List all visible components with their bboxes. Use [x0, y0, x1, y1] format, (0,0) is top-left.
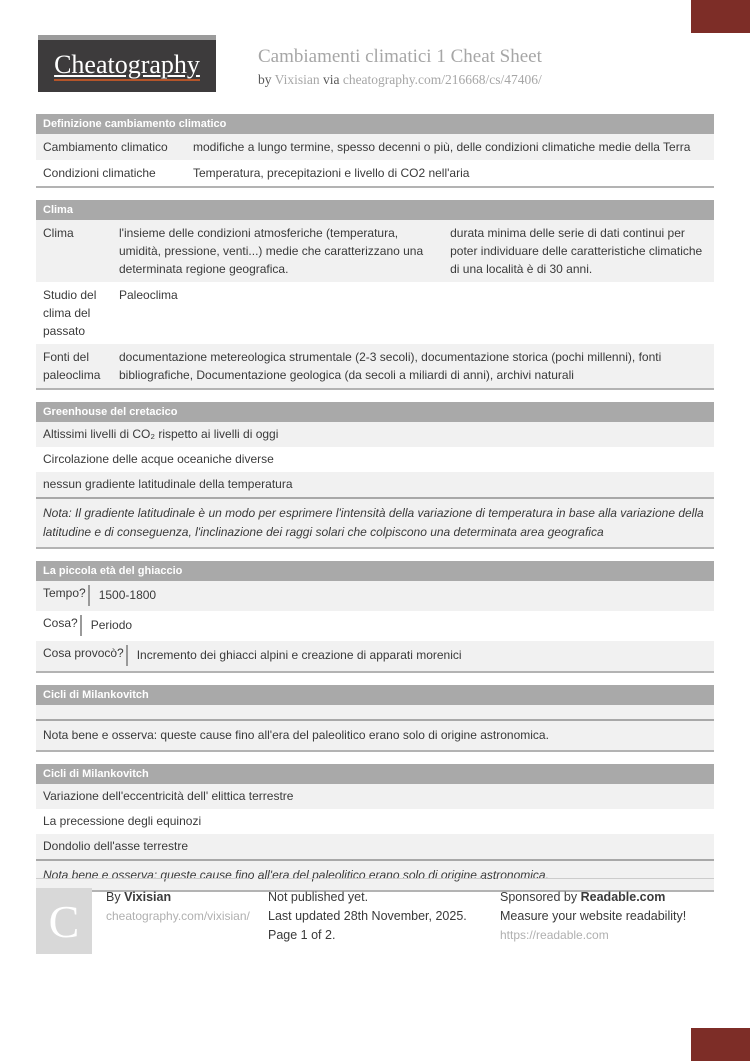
answer: Periodo	[80, 615, 132, 636]
publish-status: Not published yet.	[268, 890, 369, 904]
row-value: Temperatura, precepitazioni e livello di CO2 nell'aria	[193, 166, 470, 180]
avatar-letter: C	[48, 895, 80, 947]
profile-url-link[interactable]: cheatography.com/vixisian/	[106, 909, 250, 923]
cheatography-logo[interactable]	[38, 35, 216, 92]
content-column	[36, 114, 714, 904]
via-label: via	[322, 71, 340, 87]
section-header: Definizione cambiamento climatico	[36, 114, 714, 134]
row-label: Studio del clima del passato	[43, 288, 97, 338]
section-note: Nota bene e osserva: queste cause fino all'era del paleolitico erano solo di origine astronomica.	[36, 859, 714, 890]
section-definizione	[36, 114, 714, 188]
qa-row	[36, 581, 714, 611]
qa-row	[36, 641, 714, 671]
list-item: La precessione degli equinozi	[43, 814, 202, 828]
section-piccola-eta	[36, 561, 714, 673]
footer-by-line	[106, 888, 250, 907]
page-corner-tab-bottom	[691, 1028, 750, 1061]
page-corner-tab-top	[691, 0, 750, 33]
table-row	[36, 160, 714, 186]
sponsor-name: Readable.com	[580, 890, 666, 904]
answer: 1500-1800	[88, 585, 156, 606]
section-header: Clima	[36, 200, 714, 220]
list-item: Circolazione delle acque oceaniche diverse	[43, 452, 274, 466]
page-number: Page 1 of 2.	[268, 928, 336, 942]
author-link[interactable]: Vixisian	[274, 71, 320, 87]
list-item: nessun gradiente latitudinale della temperatura	[36, 472, 714, 497]
avatar[interactable]	[36, 888, 92, 954]
list-item: Variazione dell'eccentricità dell' elittica terrestre	[36, 784, 714, 809]
table-row	[36, 344, 714, 388]
section-header: La piccola età del ghiaccio	[36, 561, 714, 581]
section-clima	[36, 200, 714, 390]
row-value: Paleoclima	[119, 288, 178, 302]
question: Tempo?	[43, 586, 86, 600]
row-value-col2: durata minima delle serie di dati continui per poter individuare delle caratteristiche climatiche di una località è di 30 anni.	[450, 226, 703, 276]
section-header: Cicli di Milankovitch	[36, 685, 714, 705]
section-greenhouse	[36, 402, 714, 549]
sponsor-url-link[interactable]: https://readable.com	[500, 928, 609, 942]
row-value-col1: l'insieme delle condizioni atmosferiche (temperatura, umidità, pressione, venti...) medie che caratterizzano una determinata regione geografica.	[119, 226, 424, 276]
empty-row	[36, 705, 714, 719]
footer-by-label: By	[106, 890, 121, 904]
section-milankovitch-2	[36, 764, 714, 892]
table-row	[36, 134, 714, 160]
footer	[36, 878, 714, 954]
footer-author-name: Vixisian	[124, 890, 172, 904]
header	[38, 35, 714, 92]
list-item: Altissimi livelli di CO₂ rispetto ai livelli di oggi	[36, 422, 714, 447]
qa-row	[36, 611, 714, 641]
row-value: documentazione metereologica strumentale (2-3 secoli), documentazione storica (pochi millenni), fonti bibliografiche, Documentazione geologica (da secoli a miliardi di anni), archivi naturali	[119, 350, 662, 382]
question: Cosa?	[43, 616, 78, 630]
logo-box	[38, 40, 216, 92]
row-value: modifiche a lungo termine, spesso decenni o più, delle condizioni climatiche medie della Terra	[193, 140, 691, 154]
answer: Incremento dei ghiacci alpini e creazione di apparati morenici	[126, 645, 462, 666]
page-title: Cambiamenti climatici 1 Cheat Sheet	[258, 46, 542, 67]
sponsored-by-label: Sponsored by	[500, 890, 578, 904]
row-label: Clima	[43, 226, 74, 240]
section-header: Cicli di Milankovitch	[36, 764, 714, 784]
row-value-columns	[112, 223, 714, 279]
section-note: Nota: Il gradiente latitudinale è un modo per esprimere l'intensità della variazione di temperatura in base alla variazione della latitudine e di conseguenza, l'inclinazione dei raggi solari che colpiscono una determinata area geografica	[36, 497, 714, 547]
footer-author-column	[36, 878, 250, 954]
row-label: Fonti del paleoclima	[43, 350, 101, 382]
section-header: Greenhouse del cretacico	[36, 402, 714, 422]
footer-sponsor-column	[500, 878, 714, 954]
sponsor-tagline: Measure your website readability!	[500, 909, 687, 923]
section-milankovitch-1	[36, 685, 714, 752]
section-note: Nota bene e osserva: queste cause fino all'era del paleolitico erano solo di origine astronomica.	[36, 719, 714, 750]
byline	[258, 72, 542, 88]
title-block	[216, 35, 542, 92]
table-row	[36, 282, 714, 344]
last-updated: Last updated 28th November, 2025.	[268, 909, 467, 923]
sheet-url-link[interactable]: cheatography.com/216668/cs/47406/	[342, 71, 542, 87]
logo-text: Cheatography	[54, 49, 200, 79]
row-label: Condizioni climatiche	[43, 166, 156, 180]
table-row	[36, 220, 714, 282]
row-label: Cambiamento climatico	[43, 140, 168, 154]
question: Cosa provocò?	[43, 646, 124, 660]
sponsor-line	[500, 888, 714, 907]
footer-author-block	[106, 888, 250, 954]
by-label: by	[258, 71, 272, 87]
list-item: Dondolio dell'asse terrestre	[36, 834, 714, 859]
footer-status-column	[268, 878, 482, 954]
